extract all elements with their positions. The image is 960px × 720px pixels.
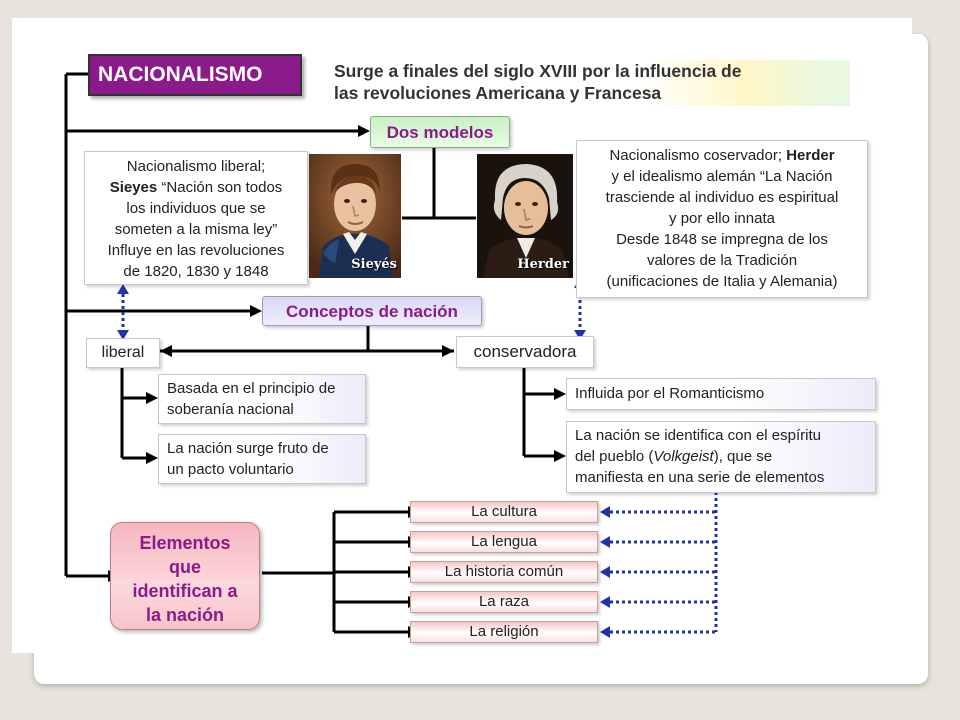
liberal-model-line-4: someten a la misma ley” [114, 221, 278, 238]
liberal-quote-start: “Nación son todos [161, 179, 283, 196]
conservative-model-line-4: y por ello innata [669, 210, 775, 227]
conservadora-item-2-line-3: manifiesta en una serie de elementos [575, 469, 825, 486]
liberal-box: liberal [86, 338, 160, 368]
liberal-item-2-line-2: un pacto voluntario [167, 461, 294, 478]
liberal-model-line-6: de 1820, 1830 y 1848 [123, 263, 269, 280]
sieyes-portrait [309, 154, 401, 278]
volkgeist-prefix: del pueblo ( [575, 448, 654, 465]
herder-portrait [477, 154, 573, 278]
herder-author: Herder [786, 147, 835, 164]
liberal-model-box [84, 151, 308, 285]
conservadora-item-2 [566, 421, 876, 493]
liberal-model-line-2 [85, 177, 307, 198]
conservative-model-line-1 [577, 145, 867, 166]
conservative-model-line-2: y el idealismo alemán “La Nación [611, 168, 833, 185]
subtitle-line-1: Surge a finales del siglo XVIII por la influencia de [334, 61, 742, 81]
elemento-raza: La raza [410, 591, 598, 613]
liberal-item-1 [158, 374, 366, 424]
liberal-item-1-line-2: soberanía nacional [167, 401, 294, 418]
conceptos-nacion-box: Conceptos de nación [262, 296, 482, 326]
conservative-model-box [576, 140, 868, 298]
conservative-model-line-5: Desde 1848 se impregna de los [616, 231, 828, 248]
elemento-lengua: La lengua [410, 531, 598, 553]
elementos-line-3: identifican a [132, 581, 238, 601]
liberal-item-2-line-1: La nación surge fruto de [167, 440, 329, 457]
concept-map [12, 18, 912, 653]
subtitle-line-2: las revoluciones Americana y Francesa [334, 83, 662, 103]
herder-portrait-label: Herder [517, 257, 569, 272]
liberal-item-2 [158, 434, 366, 484]
conservadora-item-1: Influida por el Romanticismo [566, 378, 876, 410]
volkgeist-suffix: ), que se [713, 448, 773, 465]
elemento-cultura: La cultura [410, 501, 598, 523]
dos-modelos-box: Dos modelos [370, 116, 510, 148]
liberal-model-line-3: los individuos que se [126, 200, 266, 217]
conservadora-box: conservadora [456, 336, 594, 368]
title-box: NACIONALISMO [88, 54, 302, 96]
elemento-historia: La historia común [410, 561, 598, 583]
elementos-line-4: la nación [145, 605, 225, 625]
elementos-line-2: que [168, 557, 201, 577]
liberal-item-1-line-1: Basada en el principio de [167, 380, 336, 397]
conservative-model-line-7: (unificaciones de Italia y Alemania) [606, 273, 838, 290]
subtitle [330, 60, 850, 106]
elementos-box [110, 522, 260, 630]
volkgeist-term: Volkgeist [653, 448, 714, 465]
liberal-model-line-5: Influye en las revoluciones [107, 242, 285, 259]
sieyes-portrait-label: Sieyés [351, 257, 397, 272]
conservative-model-prefix: Nacionalismo coservador; [609, 147, 783, 164]
elemento-religion: La religión [410, 621, 598, 643]
elementos-line-1: Elementos [139, 533, 231, 553]
conservative-model-line-6: valores de la Tradición [646, 252, 798, 269]
sieyes-author: Sieyes [109, 179, 158, 196]
conservadora-item-2-line-2 [575, 446, 875, 467]
conservative-model-line-3: trasciende al individuo es espiritual [605, 189, 839, 206]
liberal-model-line-1: Nacionalismo liberal; [126, 158, 266, 175]
conservadora-item-2-line-1: La nación se identifica con el espíritu [575, 427, 821, 444]
